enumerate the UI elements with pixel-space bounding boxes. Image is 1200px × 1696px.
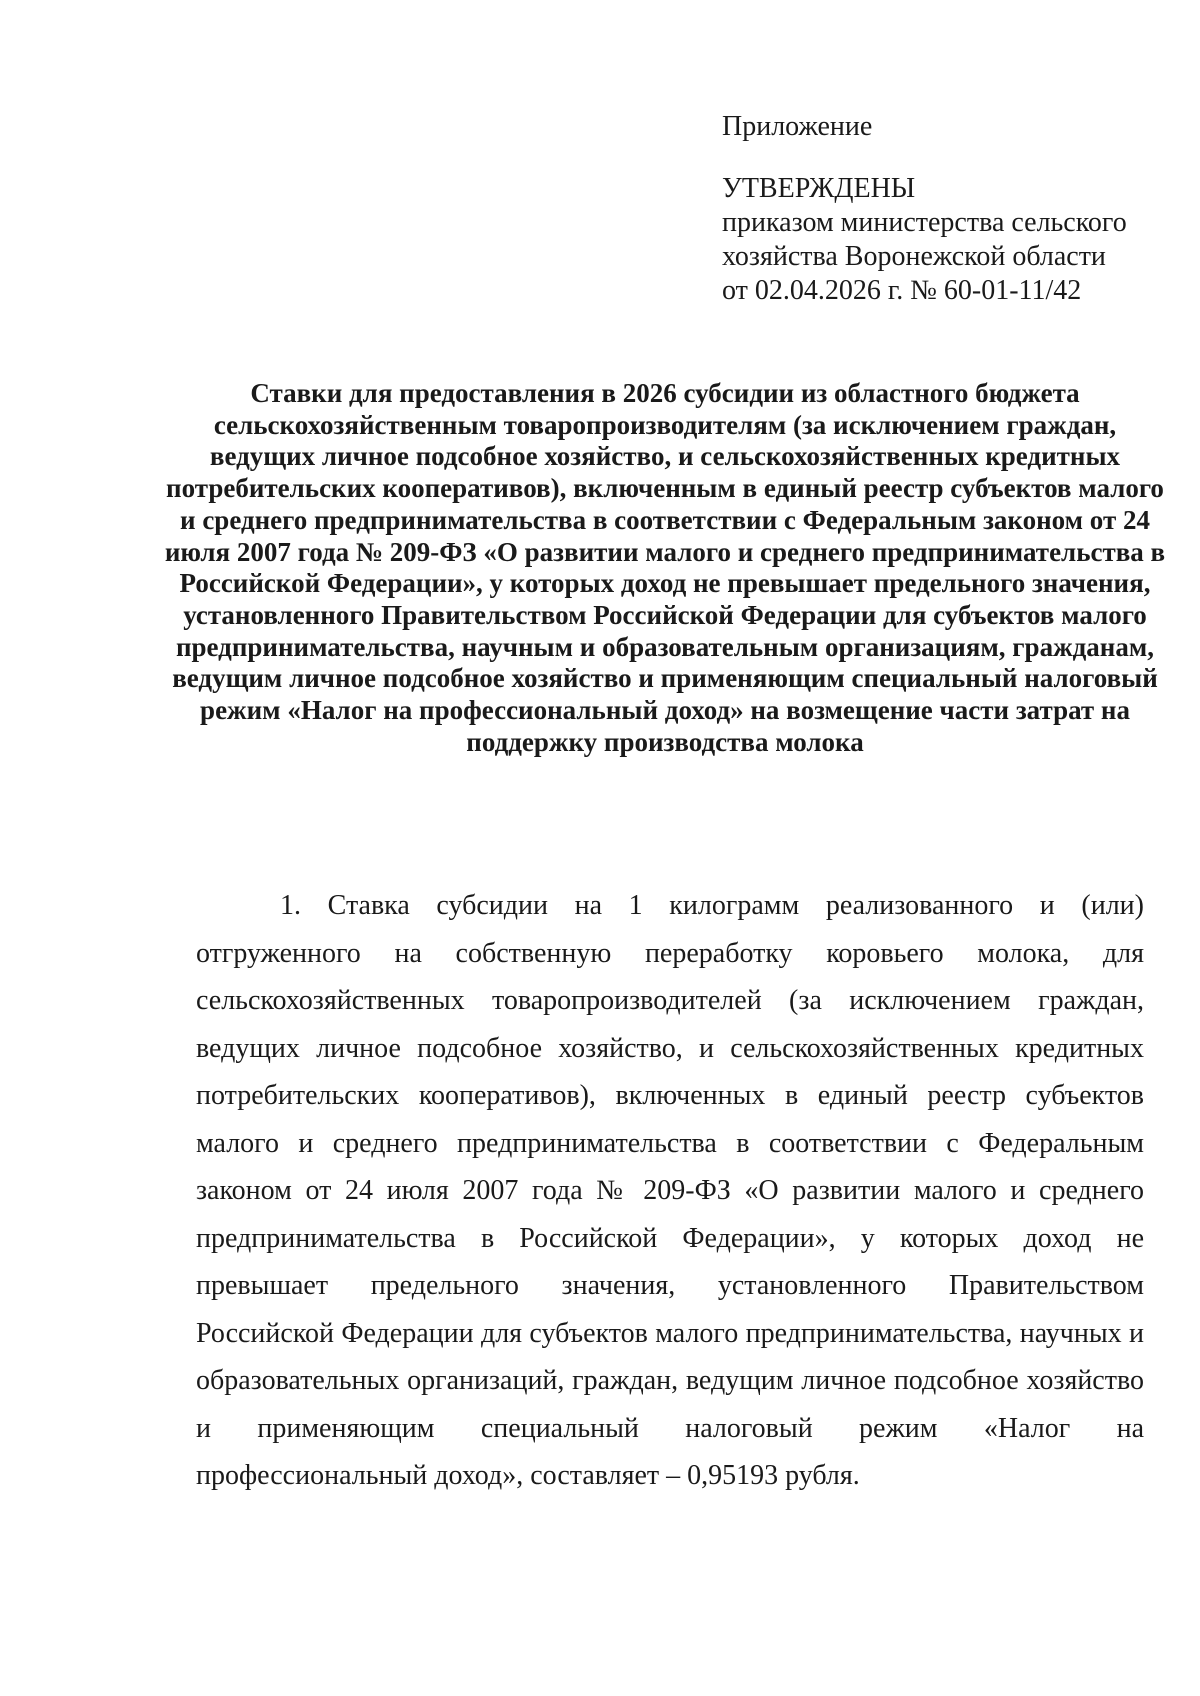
document-title: Ставки для предоставления в 2026 субсидии из областного бюджета сельскохозяйственным товаропроизводителям (за исключением граждан, ведущих личное подсобное хозяйство, и сельскохозяйственных кредитных потребительских кооперативов), включенным в единый реестр субъектов малого и среднего предпринимательства в соответствии с Федеральным законом от 24 июля 2007 года № 209-ФЗ «О развитии малого и среднего предпринимательства в Российской Федерации», у которых доход не превышает предельного значения, установленного Правительством Российской Федерации для субъектов малого предпринимательства, научным и образовательным организациям, гражданам, ведущим личное подсобное хозяйство и применяющим специальный налоговый режим «Налог на профессиональный доход» на возмещение части затрат на поддержку производства молока	[164, 378, 1166, 757]
order-line-1: приказом министерства сельского	[722, 207, 1127, 238]
order-line-3: от 02.04.2026 г. № 60-01-11/42	[722, 275, 1082, 306]
order-line-2: хозяйства Воронежской области	[722, 241, 1106, 272]
approval-block	[722, 110, 1162, 308]
paragraph-1: 1. Ставка субсидии на 1 килограмм реализованного и (или) отгруженного на собственную переработку коровьего молока, для сельскохозяйственных товаропроизводителей (за исключением граждан, ведущих личное подсобное хозяйство, и сельскохозяйственных кредитных потребительских кооперативов), включенных в единый реестр субъектов малого и среднего предпринимательства в соответствии с Федеральным законом от 24 июля 2007 года № 209-ФЗ «О развитии малого и среднего предпринимательства в Российской Федерации», у которых доход не превышает предельного значения, установленного Правительством Российской Федерации для субъектов малого предпринимательства, научных и образовательных организаций, граждан, ведущим личное подсобное хозяйство и применяющим специальный налоговый режим «Налог на профессиональный доход», составляет – 0,95193 рубля.	[196, 890, 1144, 1491]
approved-label: УТВЕРЖДЕНЫ	[722, 173, 916, 204]
appendix-label: Приложение	[722, 111, 873, 142]
